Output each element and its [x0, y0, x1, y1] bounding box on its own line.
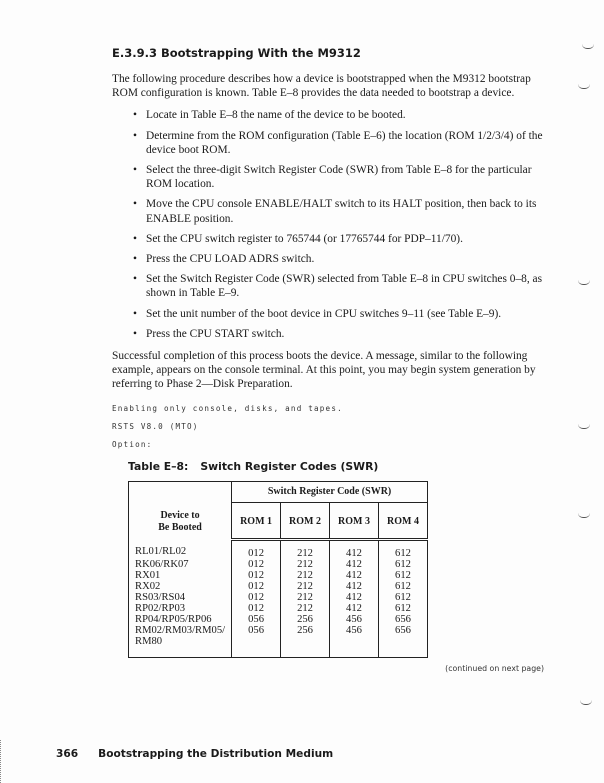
bullet-icon: •: [133, 307, 137, 320]
table-row: [129, 559, 428, 570]
step-item: • Move the CPU console ENABLE/HALT switch to its HALT position, then back to its ENABLE position.: [133, 198, 537, 225]
console-line: Enabling only console, disks, and tapes.: [112, 403, 343, 413]
swr-code-cell: 612: [378, 559, 427, 570]
device-cell: RK06/RK07: [129, 559, 232, 570]
console-output: [112, 404, 544, 450]
swr-code-cell: 412: [330, 559, 379, 570]
step-item: • Select the three-digit Switch Register Code (SWR) from Table E–8 for the particular ROM location.: [133, 164, 532, 191]
table-row: [129, 570, 428, 581]
step-item: • Determine from the ROM configuration (Table E–6) the location (ROM 1/2/3/4) of the device boot ROM.: [133, 129, 543, 156]
step-item: • Set the CPU switch register to 765744 (or 17765744 for PDP–11/70).: [133, 232, 463, 245]
scan-edge-mark: [582, 44, 594, 49]
swr-code-cell: 612: [378, 592, 427, 603]
table-row: [129, 603, 428, 614]
table-row: [129, 592, 428, 603]
device-cell: RM02/RM03/RM05/ RM80: [129, 625, 232, 658]
swr-code-cell: 456: [330, 625, 379, 658]
completion-paragraph: Successful completion of this process boots the device. A message, similar to the following example, appears on the console terminal. At this point, you may begin system generation by referring to Phase 2—Disk Preparation.: [112, 350, 536, 391]
swr-code-cell: 212: [281, 559, 330, 570]
swr-code-cell: 056: [232, 614, 281, 625]
swr-code-cell: 412: [330, 539, 379, 559]
swr-group-header: Switch Register Code (SWR): [232, 481, 428, 502]
swr-code-cell: 212: [281, 592, 330, 603]
device-cell: RS03/RS04: [129, 592, 232, 603]
bullet-icon: •: [133, 253, 137, 266]
swr-code-cell: 212: [281, 539, 330, 559]
continued-note: (continued on next page): [445, 663, 544, 673]
device-cell: RL01/RL02: [129, 539, 232, 559]
swr-code-cell: 212: [281, 603, 330, 614]
device-column-header: Device to Be Booted: [129, 481, 232, 539]
running-title: Bootstrapping the Distribution Medium: [98, 748, 334, 760]
table-row: [129, 581, 428, 592]
console-line: RSTS V8.0 (MTO): [112, 421, 199, 431]
device-cell: RX01: [129, 570, 232, 581]
bullet-icon: •: [133, 129, 137, 142]
page-body: [112, 46, 544, 674]
device-cell: RX02: [129, 581, 232, 592]
rom-header: ROM 3: [330, 502, 379, 539]
bullet-icon: •: [133, 164, 137, 177]
swr-code-cell: 012: [232, 592, 281, 603]
table-caption: [128, 460, 544, 473]
swr-code-cell: 612: [378, 581, 427, 592]
scan-edge-mark: [0, 740, 4, 783]
scan-edge-mark: [578, 513, 590, 518]
swr-code-cell: 012: [232, 559, 281, 570]
table-number: Table E–8:: [128, 459, 189, 473]
device-cell: RP04/RP05/RP06: [129, 614, 232, 625]
swr-code-cell: 212: [281, 581, 330, 592]
swr-code-cell: 656: [378, 614, 427, 625]
bullet-icon: •: [133, 327, 137, 340]
swr-code-cell: 212: [281, 570, 330, 581]
table-row: [129, 614, 428, 625]
device-cell: RP02/RP03: [129, 603, 232, 614]
intro-paragraph: The following procedure describes how a device is bootstrapped when the M9312 bootstrap ROM configuration is known. Table E–8 provides the data needed to bootstrap a device.: [112, 73, 531, 100]
swr-code-cell: 612: [378, 570, 427, 581]
step-item: • Press the CPU START switch.: [133, 327, 285, 340]
swr-table: [128, 481, 428, 658]
bullet-icon: •: [133, 109, 137, 122]
bullet-icon: •: [133, 232, 137, 245]
step-item: • Locate in Table E–8 the name of the device to be booted.: [133, 109, 406, 122]
scan-edge-mark: [578, 84, 590, 89]
swr-code-cell: 012: [232, 581, 281, 592]
scan-edge-mark: [578, 280, 590, 285]
rom-header: ROM 1: [232, 502, 281, 539]
swr-code-cell: 056: [232, 625, 281, 658]
swr-code-cell: 012: [232, 603, 281, 614]
swr-code-cell: 012: [232, 539, 281, 559]
scan-edge-mark: [578, 424, 590, 429]
rom-header: ROM 2: [281, 502, 330, 539]
swr-code-cell: 412: [330, 570, 379, 581]
swr-code-cell: 256: [281, 625, 330, 658]
procedure-steps: [132, 108, 544, 341]
bullet-icon: •: [133, 273, 137, 286]
swr-code-cell: 412: [330, 592, 379, 603]
section-heading: E.3.9.3 Bootstrapping With the M9312: [112, 46, 361, 60]
table-row: [129, 625, 428, 658]
scan-edge-mark: [580, 700, 592, 705]
table-row: [129, 539, 428, 559]
swr-code-cell: 412: [330, 603, 379, 614]
swr-code-cell: 412: [330, 581, 379, 592]
swr-code-cell: 612: [378, 539, 427, 559]
swr-table-body: [129, 539, 428, 657]
swr-code-cell: 256: [281, 614, 330, 625]
rom-header: ROM 4: [378, 502, 427, 539]
swr-code-cell: 456: [330, 614, 379, 625]
page-footer: [56, 748, 333, 761]
console-line: Option:: [112, 439, 153, 449]
bullet-icon: •: [133, 198, 137, 211]
step-item: • Set the unit number of the boot device in CPU switches 9–11 (see Table E–9).: [133, 307, 502, 320]
swr-code-cell: 656: [378, 625, 427, 658]
table-title: Switch Register Codes (SWR): [200, 459, 379, 473]
page-number: 366: [56, 748, 79, 760]
step-item: • Press the CPU LOAD ADRS switch.: [133, 253, 315, 266]
swr-code-cell: 612: [378, 603, 427, 614]
swr-code-cell: 012: [232, 570, 281, 581]
step-item: • Set the Switch Register Code (SWR) selected from Table E–8 in CPU switches 0–8, as shown in Table E–9.: [133, 273, 543, 300]
